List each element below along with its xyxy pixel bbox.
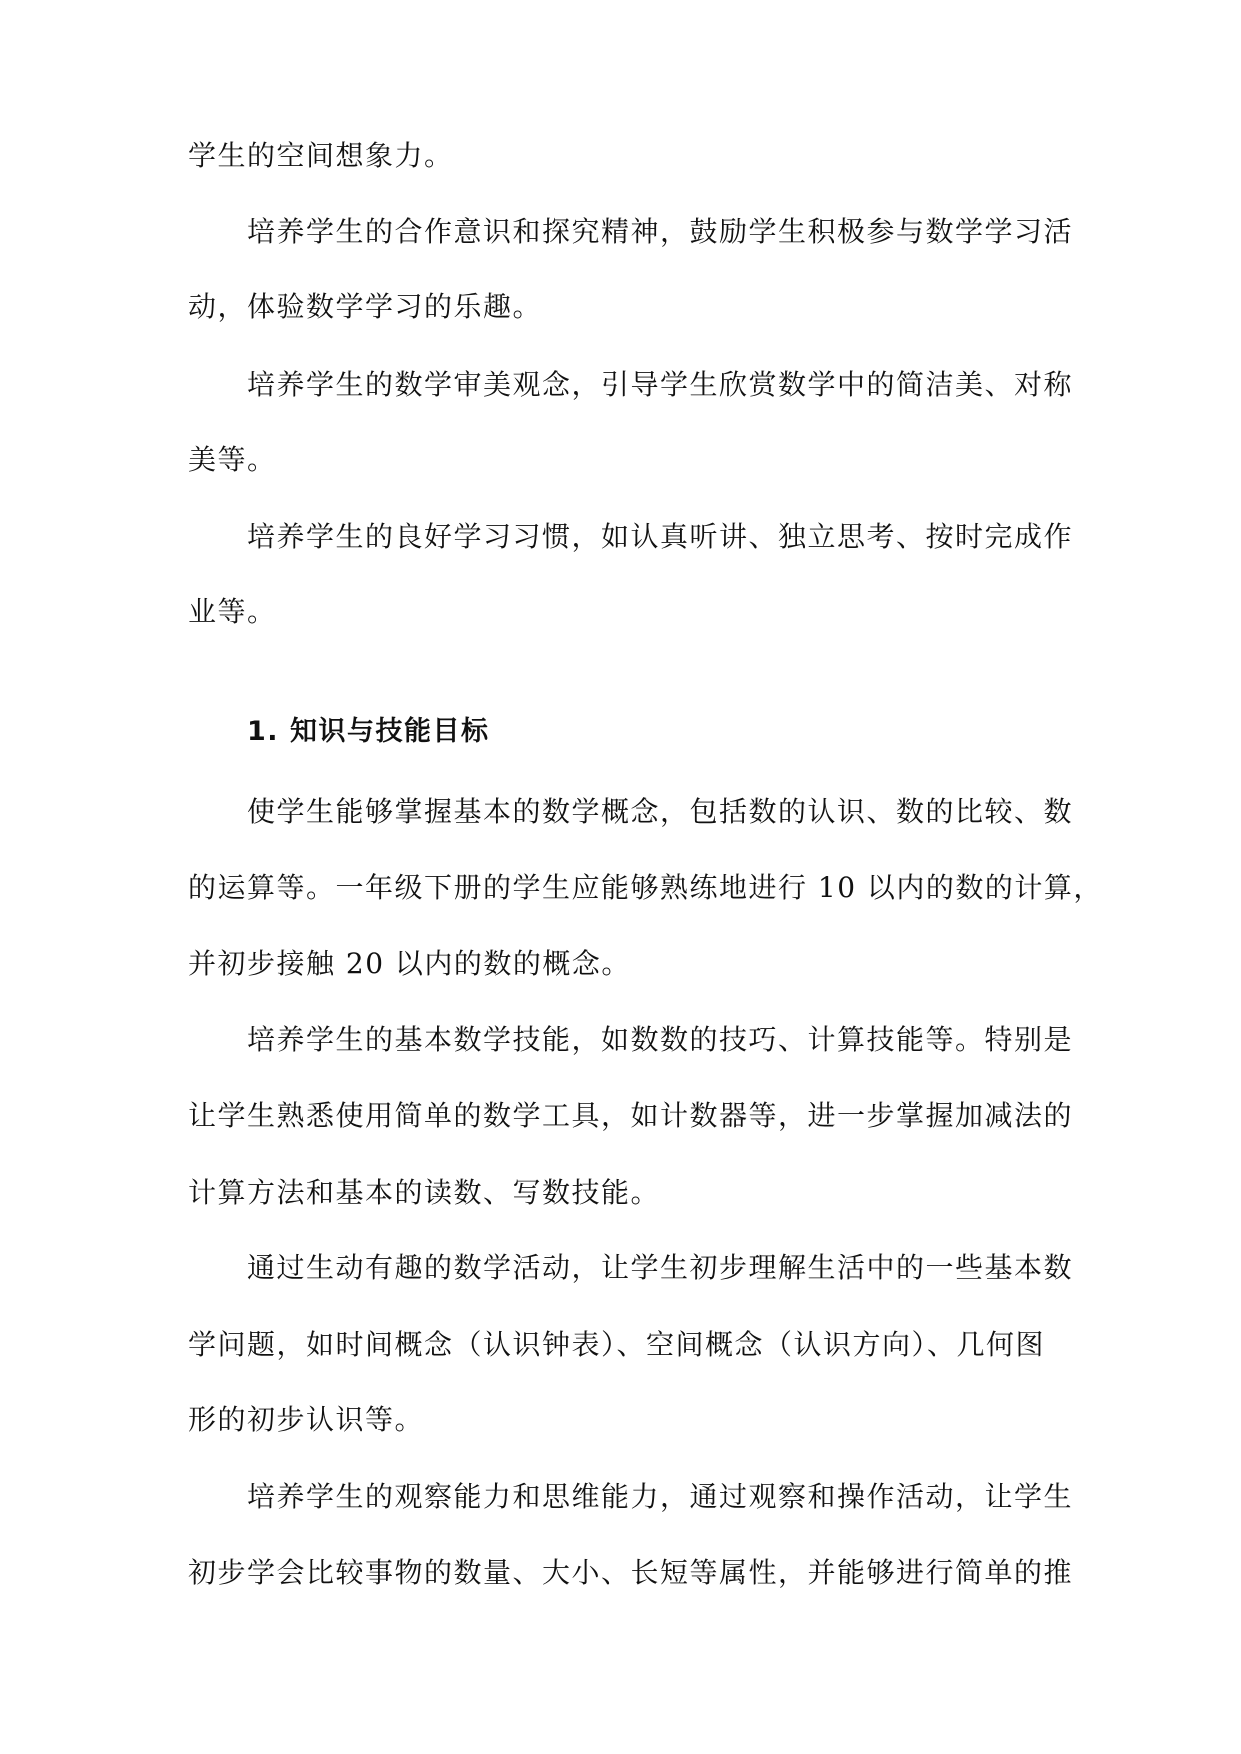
text-line: 使学生能够掌握基本的数学概念，包括数的认识、数的比较、数 (247, 795, 1074, 828)
text-line: 培养学生的观察能力和思维能力，通过观察和操作活动，让学生 (247, 1480, 1074, 1513)
text-line: 美等。 (188, 443, 277, 476)
text-line: 业等。 (188, 595, 277, 628)
text-line: 让学生熟悉使用简单的数学工具，如计数器等，进一步掌握加减法的 (188, 1099, 1074, 1132)
text-line: 计算方法和基本的读数、写数技能。 (188, 1176, 661, 1209)
text-line: 培养学生的基本数学技能，如数数的技巧、计算技能等。特别是 (247, 1023, 1074, 1056)
text-line: 学生的空间想象力。 (188, 139, 454, 172)
text-line: 培养学生的合作意识和探究精神，鼓励学生积极参与数学学习活 (247, 215, 1074, 248)
text-line: 并初步接触 20 以内的数的概念。 (188, 947, 631, 980)
text-line: 动，体验数学学习的乐趣。 (188, 290, 543, 323)
text-line: 初步学会比较事物的数量、大小、长短等属性，并能够进行简单的推 (188, 1556, 1074, 1589)
section-heading: 1. 知识与技能目标 (247, 716, 490, 747)
text-line: 学问题，如时间概念（认识钟表）、空间概念（认识方向）、几何图 (188, 1328, 1046, 1361)
text-line: 的运算等。一年级下册的学生应能够熟练地进行 10 以内的数的计算， (188, 871, 1103, 904)
text-line: 培养学生的数学审美观念，引导学生欣赏数学中的简洁美、对称 (247, 368, 1074, 401)
text-line: 培养学生的良好学习习惯，如认真听讲、独立思考、按时完成作 (247, 520, 1074, 553)
text-line: 形的初步认识等。 (188, 1403, 425, 1436)
text-line: 通过生动有趣的数学活动，让学生初步理解生活中的一些基本数 (247, 1251, 1074, 1284)
